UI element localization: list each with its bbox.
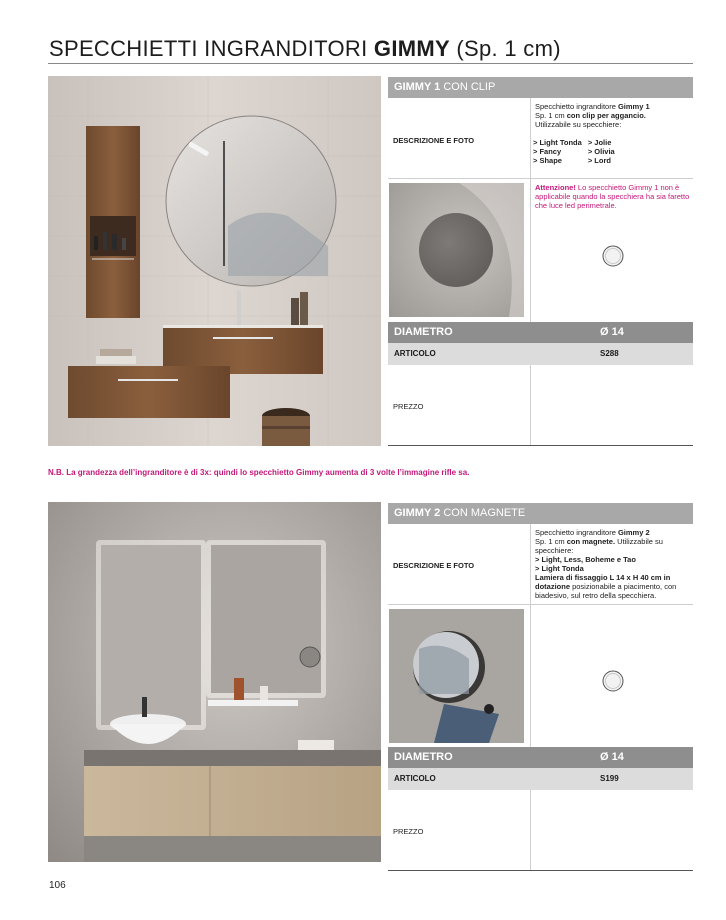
list-item: > Light Tonda [533, 138, 582, 147]
diametro-row: DIAMETRO Ø 14 [388, 322, 693, 343]
compatibility-list [533, 138, 621, 165]
articolo-row: ARTICOLO S288 [388, 343, 693, 365]
gimmy-2-header: GIMMY 2 CON MAGNETE [388, 503, 693, 524]
note-text: N.B. La grandezza dell’ingranditore è di 3x: quindi lo specchietto Gimmy aumenta di 3 volte l’immagine rifle sa. [48, 468, 470, 477]
page-number: 106 [49, 880, 66, 891]
list-item: > Shape [533, 156, 562, 165]
list-item: > Olivia [587, 147, 615, 156]
description-label: DESCRIZIONE E FOTO [393, 561, 475, 570]
divider [388, 604, 693, 605]
prezzo-label: PREZZO [393, 402, 424, 411]
list-item: > Fancy [533, 147, 562, 156]
list-item: > Lord [587, 156, 611, 165]
round-mirror-icon [602, 245, 624, 272]
gimmy-2-description: Specchietto ingranditore Gimmy 2 Sp. 1 cm con magnete. Utilizzabile su specchiere: > Light, Less, Boheme e Tao > Light Tonda Lamiera di fissaggio L 14 x H 40 cm in dotazione posizionabile a piacimento, con biadesivo, sul retro della specchiera. [535, 528, 677, 600]
divider [388, 178, 693, 179]
gimmy-1-product-photo [389, 183, 524, 317]
divider [530, 98, 531, 446]
description-label: DESCRIZIONE E FOTO [393, 136, 475, 145]
gimmy-1-warning: Attenzione! Lo specchietto Gimmy 1 non è applicabile quando la specchiera ha sia faretto che luce led perimetrale. [535, 183, 690, 210]
articolo-row: ARTICOLO S199 [388, 768, 693, 790]
round-mirror-icon [602, 670, 624, 697]
gimmy-1-header: GIMMY 1 CON CLIP [388, 77, 693, 98]
diametro-row: DIAMETRO Ø 14 [388, 747, 693, 768]
bathroom-photo-gimmy-2 [48, 502, 381, 862]
divider [530, 524, 531, 871]
page-title: SPECCHIETTI INGRANDITORI GIMMY (Sp. 1 cm) [49, 36, 561, 61]
divider [388, 445, 693, 446]
list-item: > Jolie [587, 138, 612, 147]
gimmy-2-product-photo [389, 609, 524, 743]
divider [388, 870, 693, 871]
title-rule [48, 63, 693, 64]
gimmy-1-description: Specchietto ingranditore Gimmy 1 Sp. 1 cm con clip per aggancio. Utilizzabile su specchiere: [535, 102, 650, 129]
bathroom-photo-gimmy-1 [48, 76, 381, 446]
prezzo-label: PREZZO [393, 827, 424, 836]
